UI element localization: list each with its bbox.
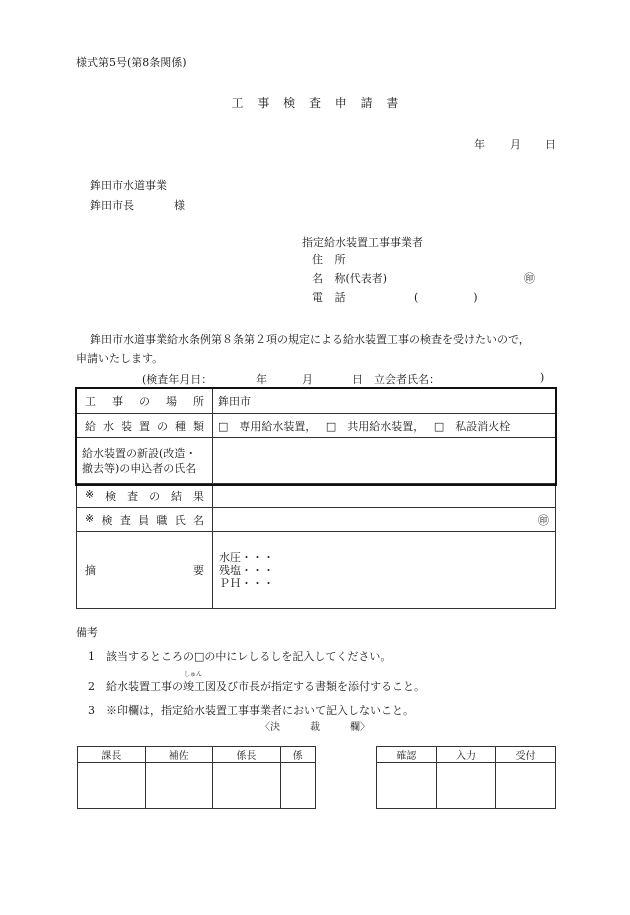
addressee-line2: 鉾田市長: [90, 199, 134, 212]
notes: [76, 624, 425, 726]
applicant-name-label: 名 称(代表者): [312, 272, 388, 285]
inspector-value[interactable]: [213, 508, 556, 532]
approval-box-section-chief[interactable]: [78, 763, 146, 809]
result-value[interactable]: [213, 484, 556, 508]
approval-header-input: 入力: [436, 747, 496, 763]
approval-header-confirm: 確認: [377, 747, 437, 763]
date-month: 月: [510, 138, 521, 151]
ruby-reading: しゅん: [184, 671, 203, 678]
approval-header-section-chief: 課長: [78, 747, 146, 763]
applicant-address-label: 住 所: [312, 253, 346, 266]
approval-label: 〈決 裁 欄〉: [260, 722, 370, 733]
inspector-label: ※ 検 査 員 職 氏 名: [77, 508, 213, 532]
approval-box-received[interactable]: [496, 763, 556, 809]
summary-ph: ＰＨ・・・: [219, 576, 274, 590]
summary-value: [213, 532, 556, 609]
summary-residual-chlorine: 残塩・・・: [219, 563, 274, 577]
row-result: [77, 484, 556, 508]
summary-water-pressure: 水圧・・・: [219, 550, 274, 564]
note-3: 3 ※印欄は，指定給水装置工事事業者において記入しないこと。: [88, 704, 414, 717]
intro-text: 鉾田市水道事業給水条例第８条第２項の規定による給水装置工事の検査を受けたいので，: [90, 333, 530, 346]
inspection-close: ): [540, 371, 545, 384]
location-label: 工 事 の 場 所: [77, 389, 213, 414]
date-day: 日: [545, 138, 556, 151]
approval-header-assistant: 補佐: [145, 747, 213, 763]
approval-box-confirm[interactable]: [377, 763, 437, 809]
seal-icon: ㊞: [524, 272, 535, 285]
approval-header-staff: 係: [280, 747, 315, 763]
approval-header-subsection-chief: 係長: [213, 747, 281, 763]
inspection-day: 日: [352, 373, 363, 386]
note-1: 1 該当するところの□の中にレしるしを記入してください。: [88, 650, 392, 663]
option-fire-hydrant[interactable]: □ 私設消火栓: [433, 419, 511, 433]
summary-label: 摘 要: [77, 532, 213, 609]
row-summary: [77, 532, 556, 609]
notes-heading: 備考: [76, 626, 98, 639]
intro-text-2: 申請いたします。: [76, 352, 164, 365]
highlight-border: [75, 387, 557, 486]
result-label: ※ 検 査 の 結 果: [77, 484, 213, 508]
applicant-cell-line2: 撤去等)の申込者の氏名: [82, 461, 197, 475]
approval-box-staff[interactable]: [280, 763, 315, 809]
approval-table-right: [376, 746, 556, 809]
note-2: 2 給水装置工事の竣工図及び市長が指定する書類を添付すること。 しゅん: [88, 671, 425, 693]
applicant-phone-parens: ( ): [414, 291, 478, 304]
addressee-honorific: 様: [174, 199, 185, 212]
approval-box-assistant[interactable]: [145, 763, 213, 809]
date-year: 年: [474, 138, 485, 151]
inspection-month: 月: [302, 373, 313, 386]
option-shared[interactable]: □ 共用給水装置，: [325, 419, 425, 433]
applicant-title: 指定給水装置工事事業者: [302, 236, 423, 249]
option-private[interactable]: □ 専用給水装置，: [218, 419, 317, 433]
inspection-year: 年: [256, 373, 267, 386]
addressee-line1: 鉾田市水道事業: [90, 179, 167, 192]
document-title: 工 事 検 査 申 請 書: [231, 96, 399, 110]
approval-table-left: [77, 746, 316, 809]
applicant-cell-line1: 給水装置の新設(改造・: [82, 446, 197, 460]
applicant-phone-label: 電 話: [312, 291, 346, 304]
inspection-attendee: 立会者氏名：: [374, 373, 440, 386]
inspection-open: (検査年月日：: [142, 373, 213, 386]
row-inspector: [77, 508, 556, 532]
location-value: 鉾田市: [213, 389, 556, 414]
approval-header-received: 受付: [496, 747, 556, 763]
approval-box-input[interactable]: [436, 763, 496, 809]
inspector-seal-icon: ㊞: [538, 513, 549, 527]
type-label: 給 水 装 置 の 種 類: [77, 414, 213, 438]
form-number: 様式第5号(第8条関係): [76, 56, 187, 69]
approval-box-subsection-chief[interactable]: [213, 763, 281, 809]
